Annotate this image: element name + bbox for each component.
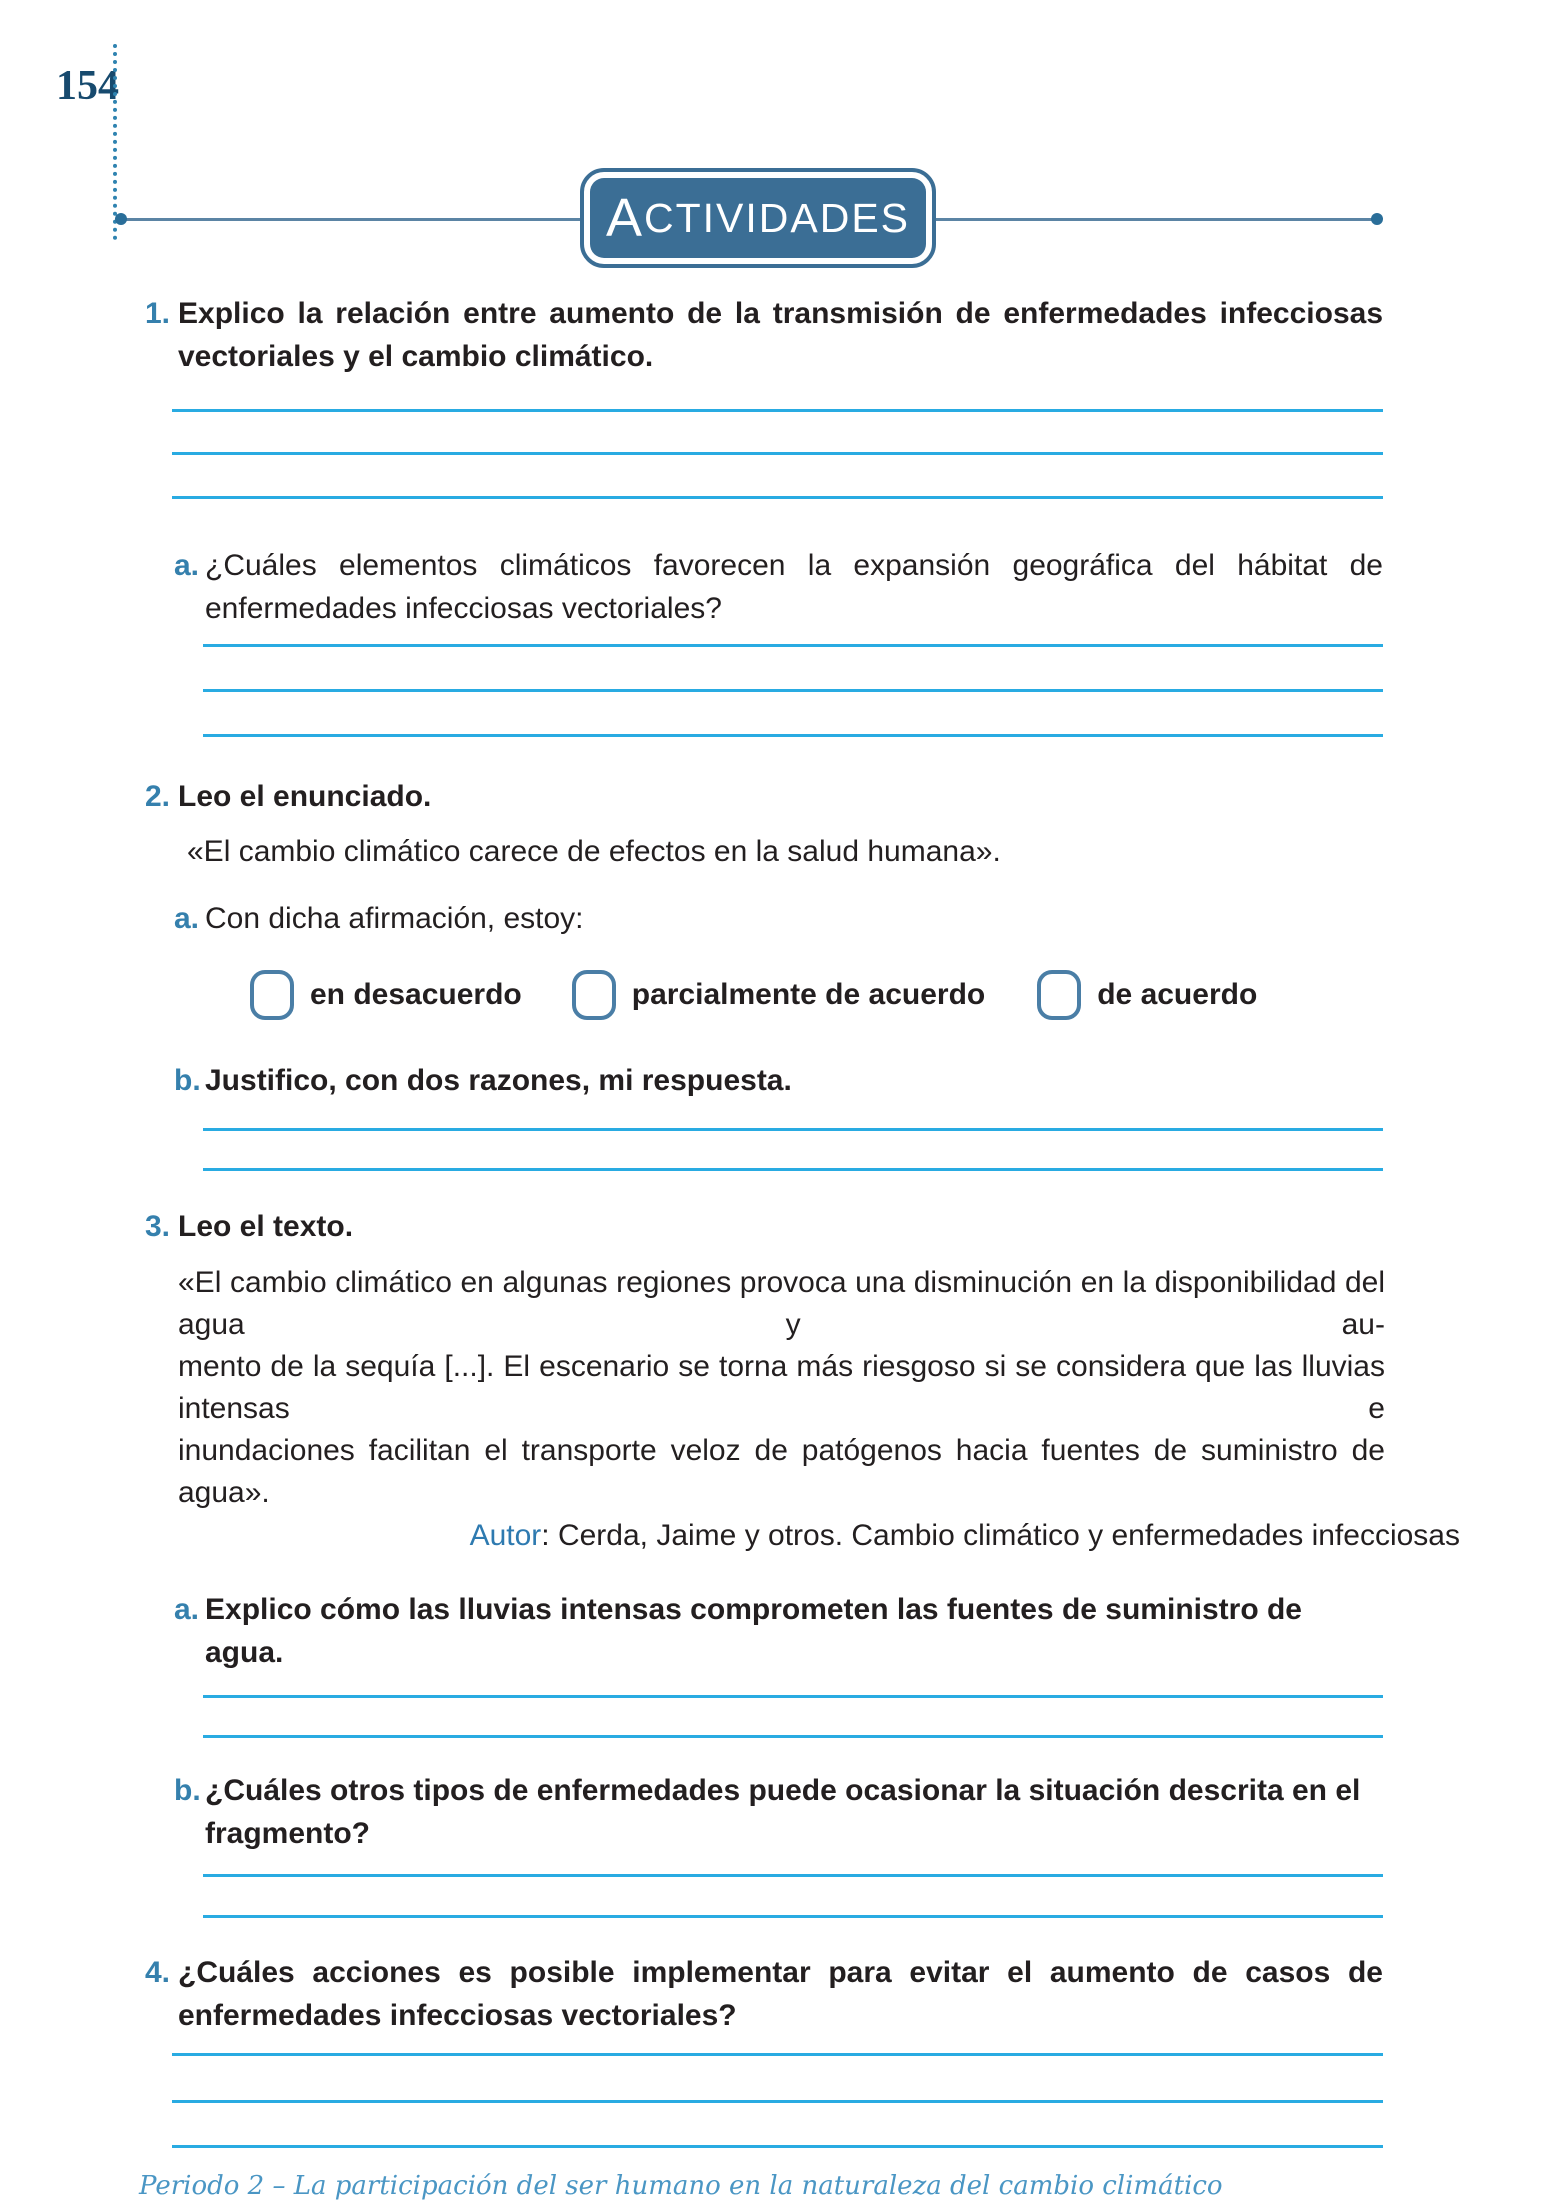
footer-caption: Periodo 2 – La participación del ser humano en la naturaleza del cambio climático xyxy=(139,2171,1223,2201)
question-2-number: 2. xyxy=(145,780,171,813)
question-4 xyxy=(0,1951,1564,2037)
answer-line[interactable] xyxy=(172,2100,1383,2103)
question-1a xyxy=(0,544,1564,630)
answer-line[interactable] xyxy=(203,1168,1383,1171)
question-2b-text: Justifico, con dos razones, mi respuesta. xyxy=(205,1064,792,1097)
answer-line[interactable] xyxy=(203,644,1383,647)
question-1-number: 1. xyxy=(145,297,171,330)
activities-title: CTIVIDADES xyxy=(643,194,911,241)
question-2 xyxy=(0,775,1564,818)
question-2a-text: Con dicha afirmación, estoy: xyxy=(205,902,584,935)
question-1-text: Explico la relación entre aumento de la transmisión de enfermedades infecciosas vectoriales y el cambio climático. xyxy=(178,297,1383,373)
answer-line[interactable] xyxy=(203,1915,1383,1918)
question-2-text: Leo el enunciado. xyxy=(178,780,432,813)
answer-line[interactable] xyxy=(172,496,1383,499)
answer-line[interactable] xyxy=(203,1874,1383,1877)
checkbox-de-acuerdo[interactable] xyxy=(1037,970,1081,1020)
question-2b-label: b. xyxy=(174,1064,201,1097)
author-text: : Cerda, Jaime y otros. Cambio climático y enfermedades infecciosas xyxy=(541,1519,1460,1552)
question-3b xyxy=(0,1769,1564,1855)
question-2-quote: «El cambio climático carece de efectos en la salud humana». xyxy=(187,835,1001,868)
quote-line: inundaciones facilitan el transporte veloz de patógenos hacia fuentes de suministro de agua». xyxy=(178,1434,1385,1509)
question-2a xyxy=(0,897,1564,940)
answer-line[interactable] xyxy=(172,409,1383,412)
answer-line[interactable] xyxy=(172,2145,1383,2148)
checkbox-parcialmente-de-acuerdo[interactable] xyxy=(572,970,616,1020)
quote-line: «El cambio climático en algunas regiones provoca una disminución en la disponibilidad del agua y au- xyxy=(178,1266,1385,1341)
question-3b-text: ¿Cuáles otros tipos de enfermedades puede ocasionar la situación descrita en el fragmento? xyxy=(205,1774,1361,1850)
answer-line[interactable] xyxy=(172,452,1383,455)
answer-line[interactable] xyxy=(203,1735,1383,1738)
question-3-quote-paragraph xyxy=(178,1262,1385,1514)
question-3a-text: Explico cómo las lluvias intensas comprometen las fuentes de suministro de agua. xyxy=(205,1593,1302,1669)
question-2a-label: a. xyxy=(174,902,200,935)
question-3-number: 3. xyxy=(145,1210,171,1243)
question-2b xyxy=(0,1059,1564,1102)
question-1a-label: a. xyxy=(174,549,200,582)
question-4-text: ¿Cuáles acciones es posible implementar para evitar el aumento de casos de enfermedades infecciosas vectoriales? xyxy=(178,1956,1383,2032)
answer-line[interactable] xyxy=(203,734,1383,737)
quote-line: mento de la sequía [...]. El escenario se torna más riesgoso si se considera que las lluvias intensas e xyxy=(178,1350,1385,1425)
question-3a xyxy=(0,1588,1564,1674)
author-label: Autor xyxy=(469,1519,542,1552)
question-1 xyxy=(0,292,1564,378)
answer-line[interactable] xyxy=(203,1695,1383,1698)
option-label-de-acuerdo: de acuerdo xyxy=(1097,978,1258,1011)
option-label-en-desacuerdo: en desacuerdo xyxy=(310,978,522,1011)
question-3b-label: b. xyxy=(174,1774,201,1807)
question-3 xyxy=(0,1205,1564,1248)
answer-line[interactable] xyxy=(203,1128,1383,1131)
activities-title-initial: A xyxy=(605,188,644,248)
option-label-parcialmente-de-acuerdo: parcialmente de acuerdo xyxy=(631,978,986,1011)
question-4-number: 4. xyxy=(145,1956,171,1989)
author-credit xyxy=(178,1514,1460,1557)
answer-line[interactable] xyxy=(172,2053,1383,2056)
question-3-text: Leo el texto. xyxy=(178,1210,354,1243)
question-1a-text: ¿Cuáles elementos climáticos favorecen la expansión geográfica del hábitat de enfermedades infecciosas vectoriales? xyxy=(205,549,1383,625)
agreement-options-row xyxy=(250,970,1564,1020)
checkbox-en-desacuerdo[interactable] xyxy=(250,970,294,1020)
answer-line[interactable] xyxy=(203,689,1383,692)
page-number: 154 xyxy=(56,63,119,109)
question-3a-label: a. xyxy=(174,1593,200,1626)
